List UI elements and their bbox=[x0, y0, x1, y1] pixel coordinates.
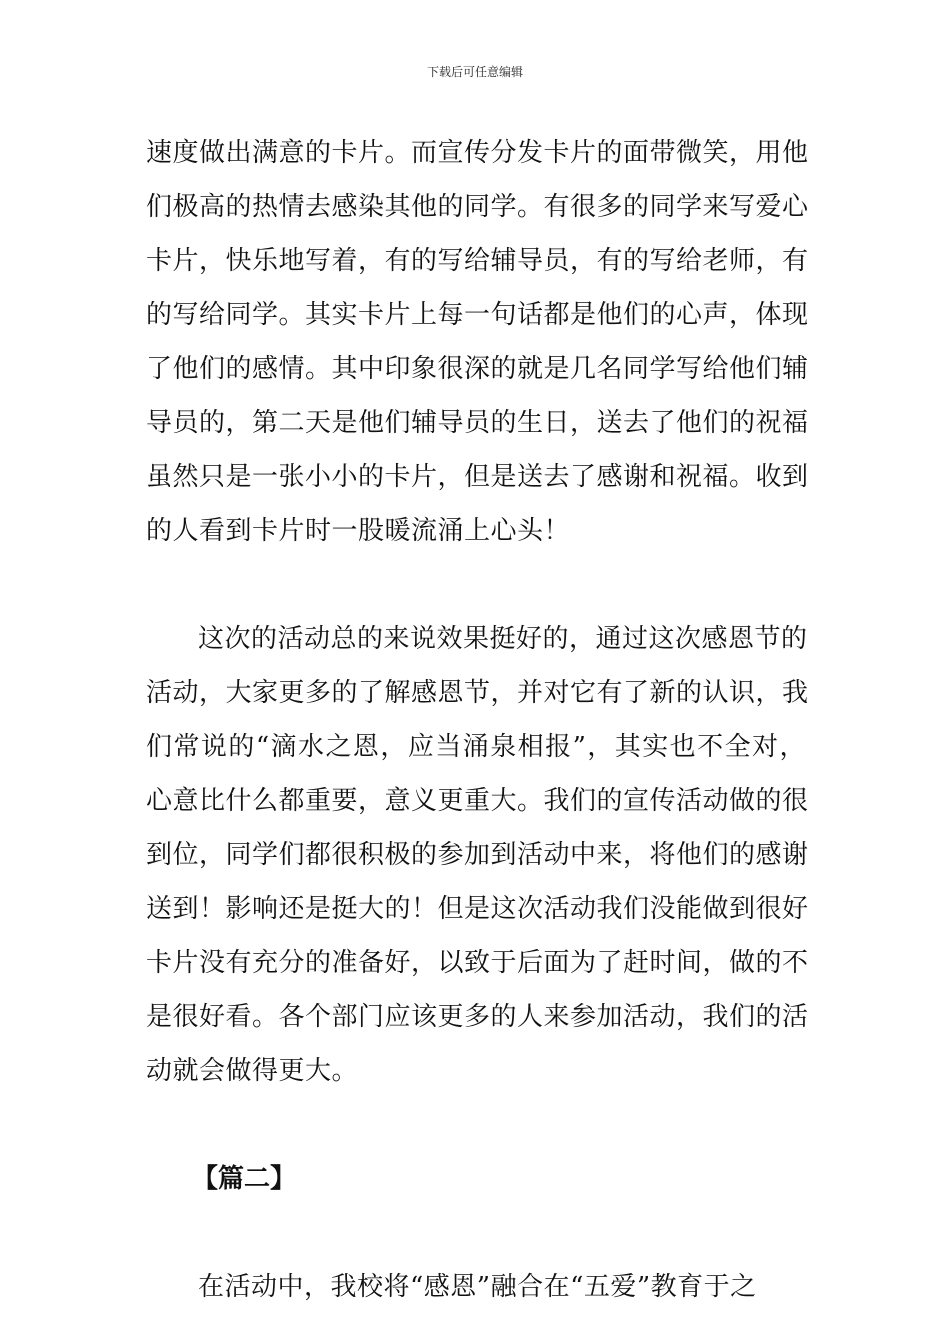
text-line: 了他们的感情。其中印象很深的就是几名同学写给他们辅 bbox=[146, 354, 809, 384]
text-line: 的写给同学。其实卡片上每一句话都是他们的心声，体现 bbox=[146, 300, 809, 330]
section-heading: 【篇二】 bbox=[192, 1164, 297, 1194]
text-line: 动就会做得更大。 bbox=[146, 1056, 359, 1086]
paragraph-section-two bbox=[146, 1260, 806, 1314]
text-line: 这次的活动总的来说效果挺好的，通过这次感恩节的 bbox=[198, 624, 808, 654]
text-line: 到位，同学们都很积极的参加到活动中来，将他们的感谢 bbox=[146, 840, 809, 870]
text-line: 们常说的“滴水之恩，应当涌泉相报”，其实也不全对， bbox=[146, 732, 806, 762]
text-line: 在活动中，我校将“感恩”融合在“五爱”教育于之 bbox=[198, 1272, 757, 1302]
text-line: 导员的，第二天是他们辅导员的生日，送去了他们的祝福 bbox=[146, 408, 809, 438]
paragraph-gap bbox=[146, 1098, 806, 1152]
text-line: 卡片没有充分的准备好，以致于后面为了赶时间，做的不 bbox=[146, 948, 809, 978]
paragraph-card-activity bbox=[146, 126, 809, 558]
text-line: 卡片，快乐地写着，有的写给辅导员，有的写给老师，有 bbox=[146, 246, 809, 276]
text-line: 虽然只是一张小小的卡片，但是送去了感谢和祝福。收到 bbox=[146, 462, 809, 492]
text-line: 是很好看。各个部门应该更多的人来参加活动，我们的活 bbox=[146, 1002, 809, 1032]
paragraph-gap bbox=[146, 1206, 806, 1260]
text-line: 们极高的热情去感染其他的同学。有很多的同学来写爱心 bbox=[146, 192, 809, 222]
text-line: 的人看到卡片时一股暖流涌上心头！ bbox=[146, 516, 571, 546]
text-line: 心意比什么都重要，意义更重大。我们的宣传活动做的很 bbox=[146, 786, 809, 816]
text-line: 速度做出满意的卡片。而宣传分发卡片的面带微笑，用他 bbox=[146, 138, 809, 168]
document-body bbox=[146, 126, 809, 1314]
text-line: 送到！影响还是挺大的！但是这次活动我们没能做到很好 bbox=[146, 894, 809, 924]
paragraph-summary bbox=[146, 612, 809, 1098]
text-line: 活动，大家更多的了解感恩节，并对它有了新的认识，我 bbox=[146, 678, 809, 708]
page-header: 下载后可任意编辑 bbox=[426, 65, 523, 79]
paragraph-gap bbox=[146, 558, 806, 612]
